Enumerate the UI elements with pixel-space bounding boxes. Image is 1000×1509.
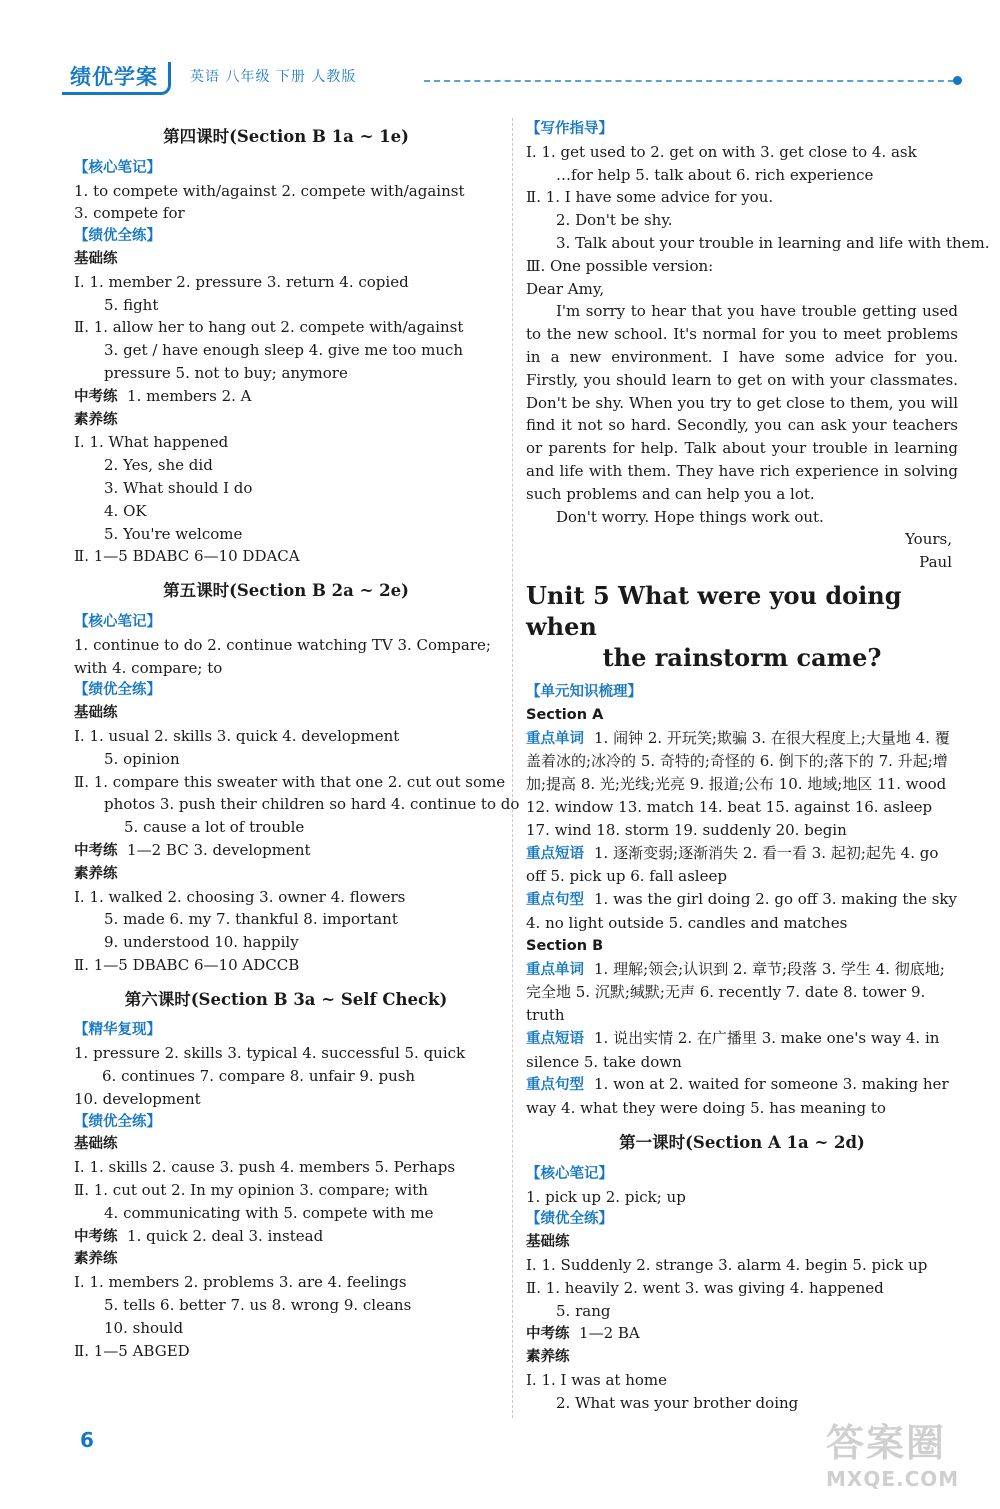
answer-line: 10. should — [104, 1318, 184, 1337]
answer-line: 5. cause a lot of trouble — [124, 818, 305, 837]
category-label: 重点单词 — [526, 730, 584, 747]
answer-line: Ⅰ. 1. I was at home — [526, 1371, 668, 1390]
zk-label: 中考练 — [74, 842, 118, 859]
answer-line: 5. fight — [104, 295, 159, 314]
answer-line: Ⅱ. 1. allow her to hang out 2. compete with/against — [74, 318, 464, 337]
zk-line — [74, 1225, 498, 1249]
unit-title-line: the rainstorm came? — [602, 642, 882, 672]
zk-answers: 1—2 BA — [579, 1324, 640, 1343]
answer-line: 2. Yes, she did — [104, 456, 213, 475]
lesson6-practice-tag: 【绩优全练】 — [74, 1113, 161, 1130]
answer-line: Ⅱ. 1. compare this sweater with that one 2. cut out some — [74, 772, 506, 791]
watermark-url: MXQE.COM — [826, 1467, 960, 1491]
right-column — [526, 118, 990, 1415]
zk-answers: 1. quick 2. deal 3. instead — [127, 1226, 324, 1245]
answer-line: Ⅱ. 1—5 BDABC 6—10 DDACA — [74, 547, 300, 566]
lesson6-review-tag: 【精华复现】 — [74, 1022, 161, 1039]
answer-line: Ⅱ. 1. I have some advice for you. — [526, 188, 774, 207]
answer-line: Ⅰ. 1. members 2. problems 3. are 4. feelings — [74, 1273, 407, 1292]
basic-label: 基础练 — [74, 250, 118, 267]
answer-line: pressure 5. not to buy; anymore — [104, 363, 348, 382]
answer-line: 3. compete for — [74, 204, 185, 223]
answer-line: 1. pick up 2. pick; up — [526, 1187, 686, 1206]
answer-line: Ⅱ. 1. heavily 2. went 3. was giving 4. happened — [526, 1278, 884, 1297]
zk-label: 中考练 — [74, 388, 118, 405]
key-words-a — [526, 727, 958, 842]
answer-line: …for help 5. talk about 6. rich experience — [556, 165, 874, 184]
category-label: 重点句型 — [526, 1077, 584, 1094]
lesson6-title: 第六课时(Section B 3a ~ Self Check) — [124, 989, 448, 1009]
zk-line — [74, 385, 498, 409]
answer-line: Ⅰ. 1. get used to 2. get on with 3. get close to 4. ask — [526, 142, 917, 161]
sy-label: 素养练 — [74, 1251, 118, 1268]
sy-label: 素养练 — [74, 411, 118, 428]
basic-label: 基础练 — [74, 1136, 118, 1153]
letter-salutation: Dear Amy, — [526, 279, 605, 298]
basic-label: 基础练 — [526, 1234, 570, 1251]
zk-answers: 1—2 BC 3. development — [127, 840, 311, 859]
answer-line: 1. to compete with/against 2. compete with/against — [74, 181, 465, 200]
key-sentences-b — [526, 1073, 958, 1120]
key-sentences-text: 1. was the girl doing 2. go off 3. making the sky 4. no light outside 5. candles and matches — [526, 890, 957, 932]
key-words-text: 1. 理解;领会;认识到 2. 章节;段落 3. 学生 4. 彻底地;完全地 5. 沉默;缄默;无声 6. recently 7. date 8. tower 9. truth — [526, 959, 945, 1025]
answer-line: Ⅰ. 1. walked 2. choosing 3. owner 4. flowers — [74, 887, 406, 906]
lesson5-notes-tag: 【核心笔记】 — [74, 613, 161, 630]
answer-line: 2. Don't be shy. — [556, 211, 673, 230]
subject-info: 英语 八年级 下册 人教版 — [190, 69, 357, 85]
unit-title — [526, 580, 958, 673]
answer-line: with 4. compare; to — [74, 658, 223, 677]
unit-review-tag: 【单元知识梳理】 — [526, 683, 642, 700]
answer-line: 5. You're welcome — [104, 524, 243, 543]
header-dashed-rule — [424, 80, 954, 82]
key-words-b — [526, 958, 958, 1027]
answer-line: 1. continue to do 2. continue watching TV 3. Compare; — [74, 635, 491, 654]
answer-line: Ⅲ. One possible version: — [526, 256, 714, 275]
watermark-text: 答案圈 — [826, 1421, 947, 1465]
answer-line: 5. rang — [556, 1301, 611, 1320]
zk-label: 中考练 — [74, 1228, 118, 1245]
answer-line: 6. continues 7. compare 8. unfair 9. push — [102, 1067, 416, 1086]
brand-logo: 绩优学案 — [62, 62, 171, 95]
lesson4-title: 第四课时(Section B 1a ~ 1e) — [163, 127, 409, 146]
zk-label: 中考练 — [526, 1326, 570, 1343]
answer-line: 3. What should I do — [104, 478, 253, 497]
answer-line: 5. tells 6. better 7. us 8. wrong 9. cleans — [104, 1296, 412, 1315]
answer-line: Ⅰ. 1. usual 2. skills 3. quick 4. development — [74, 726, 400, 745]
key-phrases-a — [526, 842, 958, 889]
answer-line: 3. get / have enough sleep 4. give me too much — [104, 341, 464, 360]
zk-answers: 1. members 2. A — [127, 386, 252, 405]
answer-line: 1. pressure 2. skills 3. typical 4. successful 5. quick — [74, 1044, 466, 1063]
sy-label: 素养练 — [526, 1349, 570, 1366]
answer-line: photos 3. push their children so hard 4. continue to do — [104, 795, 520, 814]
zk-line — [526, 1322, 958, 1346]
answer-line: Ⅰ. 1. What happened — [74, 433, 229, 452]
answer-line: Ⅱ. 1—5 ABGED — [74, 1341, 190, 1360]
letter-signature: Paul — [919, 553, 952, 572]
page-number: 6 — [80, 1428, 94, 1452]
basic-label: 基础练 — [74, 705, 118, 722]
answer-line: 4. communicating with 5. compete with me — [104, 1203, 434, 1222]
column-divider — [512, 118, 513, 1418]
category-label: 重点单词 — [526, 961, 584, 978]
key-sentences-text: 1. won at 2. waited for someone 3. making her way 4. what they were doing 5. has meaning to — [526, 1075, 949, 1118]
key-phrases-text: 1. 逐渐变弱;逐渐消失 2. 看一看 3. 起初;起先 4. go off 5. pick up 6. fall asleep — [526, 843, 939, 886]
category-label: 重点句型 — [526, 892, 584, 909]
header-dot — [953, 76, 962, 85]
watermark-logo — [826, 1412, 986, 1500]
answer-line: 3. Talk about your trouble in learning and life with them. — [556, 233, 990, 252]
answer-line: 2. What was your brother doing — [556, 1393, 799, 1412]
answer-line: Ⅰ. 1. member 2. pressure 3. return 4. copied — [74, 272, 409, 291]
lesson4-practice-tag: 【绩优全练】 — [74, 228, 161, 245]
page-header — [62, 62, 962, 94]
letter-paragraph: I'm sorry to hear that you have trouble getting used to the new school. It's normal for you to meet problems in a new environment. I have some advice for you. Firstly, you should learn to get on with your classmates. Don't be shy. When you try to get close to them, you will find it not so hard. Secondly, you can ask your teachers or parents for help. Talk about your trouble in learning and life with them. They have rich experience in solving such problems and can help you a lot. — [526, 302, 958, 503]
lesson5-practice-tag: 【绩优全练】 — [74, 682, 161, 699]
section-b-label: Section B — [526, 937, 604, 954]
answer-line: 5. opinion — [104, 749, 180, 768]
answer-line: Ⅱ. 1. cut out 2. In my opinion 3. compare; with — [74, 1181, 428, 1200]
lesson1-practice-tag: 【绩优全练】 — [526, 1211, 613, 1228]
lesson1-notes-tag: 【核心笔记】 — [526, 1165, 613, 1182]
answer-line: Ⅰ. 1. Suddenly 2. strange 3. alarm 4. begin 5. pick up — [526, 1256, 928, 1275]
key-phrases-text: 1. 说出实情 2. 在广播里 3. make one's way 4. in silence 5. take down — [526, 1028, 940, 1071]
answer-line: 5. made 6. my 7. thankful 8. important — [104, 910, 398, 929]
category-label: 重点短语 — [526, 1030, 584, 1047]
answer-line: 9. understood 10. happily — [104, 933, 299, 952]
writing-tag: 【写作指导】 — [526, 121, 613, 137]
left-column — [74, 118, 520, 1362]
answer-line: Ⅰ. 1. skills 2. cause 3. push 4. members 5. Perhaps — [74, 1158, 456, 1177]
key-sentences-a — [526, 888, 958, 935]
key-phrases-b — [526, 1027, 958, 1074]
sy-label: 素养练 — [74, 865, 118, 882]
zk-line — [74, 839, 498, 863]
letter-paragraph: Don't worry. Hope things work out. — [556, 507, 824, 526]
unit-title-line: Unit 5 What were you doing when — [526, 580, 902, 641]
lesson4-notes-tag: 【核心笔记】 — [74, 159, 161, 176]
answer-line: 4. OK — [104, 501, 147, 520]
section-a-label: Section A — [526, 706, 604, 723]
key-words-text: 1. 闹钟 2. 开玩笑;欺骗 3. 在很大程度上;大量地 4. 覆盖着冰的;冰冷的 5. 奇特的;奇怪的 6. 倒下的;落下的 7. 升起;增加;提高 8. 光;光线;光亮 9. 报道;公布 10. 地域;地区 11. wood 12. window 13. match 14. beat 15. against 16. asleep 17. wind 18. storm 19. suddenly 20. begin — [526, 728, 950, 839]
lesson1-title: 第一课时(Section A 1a ~ 2d) — [619, 1133, 865, 1153]
sample-letter — [526, 278, 958, 574]
answer-line: Ⅱ. 1—5 DBABC 6—10 ADCCB — [74, 955, 300, 974]
answer-line: 10. development — [74, 1089, 201, 1108]
lesson5-title: 第五课时(Section B 2a ~ 2e) — [163, 581, 409, 601]
category-label: 重点短语 — [526, 845, 584, 862]
letter-closing: Yours, — [905, 530, 952, 549]
